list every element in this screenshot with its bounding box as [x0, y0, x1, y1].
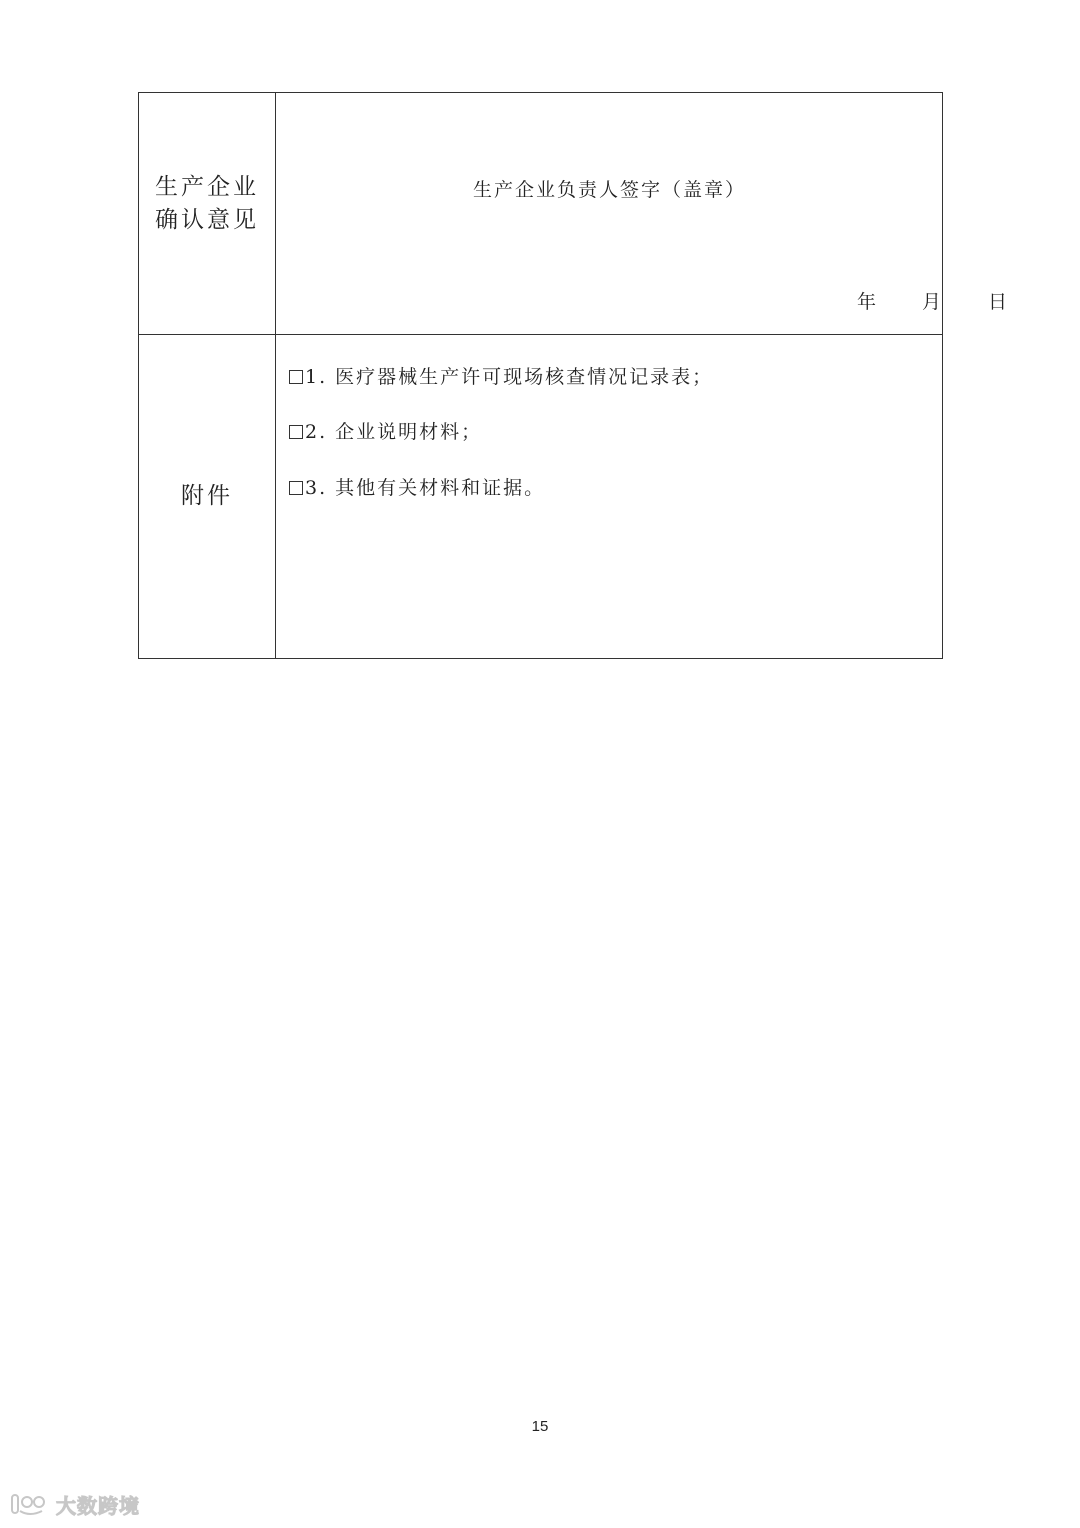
watermark-logo-icon [8, 1492, 50, 1518]
attachment-item-text: 1. 医疗器械生产许可现场核查情况记录表； [305, 366, 714, 388]
attachment-item-text: 3. 其他有关材料和证据。 [305, 477, 546, 499]
attachment-item [289, 362, 713, 389]
enterprise-confirmation-label: 生产企业确认意见 [155, 173, 259, 233]
enterprise-confirmation-label-cell [139, 93, 276, 334]
attestation-form-table [138, 92, 1008, 659]
attachment-item [289, 473, 545, 500]
attachments-row [139, 335, 942, 658]
attachments-label-cell [139, 335, 276, 658]
date-month-label: 月 [922, 291, 942, 313]
page-number: 15 [531, 1418, 549, 1435]
date-year-label: 年 [857, 291, 877, 313]
attachment-item [289, 417, 482, 444]
attachments-label: 附件 [181, 483, 233, 509]
signature-stamp-label: 生产企业负责人签字（盖章） [472, 179, 746, 201]
attachment-item-text: 2. 企业说明材料； [305, 421, 483, 443]
watermark-text: 大数跨境 [56, 1494, 140, 1518]
attachment-checkbox[interactable] [289, 425, 303, 439]
attachments-content-cell [277, 335, 942, 658]
enterprise-confirmation-row [139, 93, 1008, 335]
attachment-checkbox[interactable] [289, 370, 303, 384]
watermark [8, 1490, 140, 1519]
attachment-checkbox[interactable] [289, 481, 303, 495]
date-day-label: 日 [988, 291, 1008, 313]
enterprise-confirmation-content-cell [277, 93, 1008, 334]
